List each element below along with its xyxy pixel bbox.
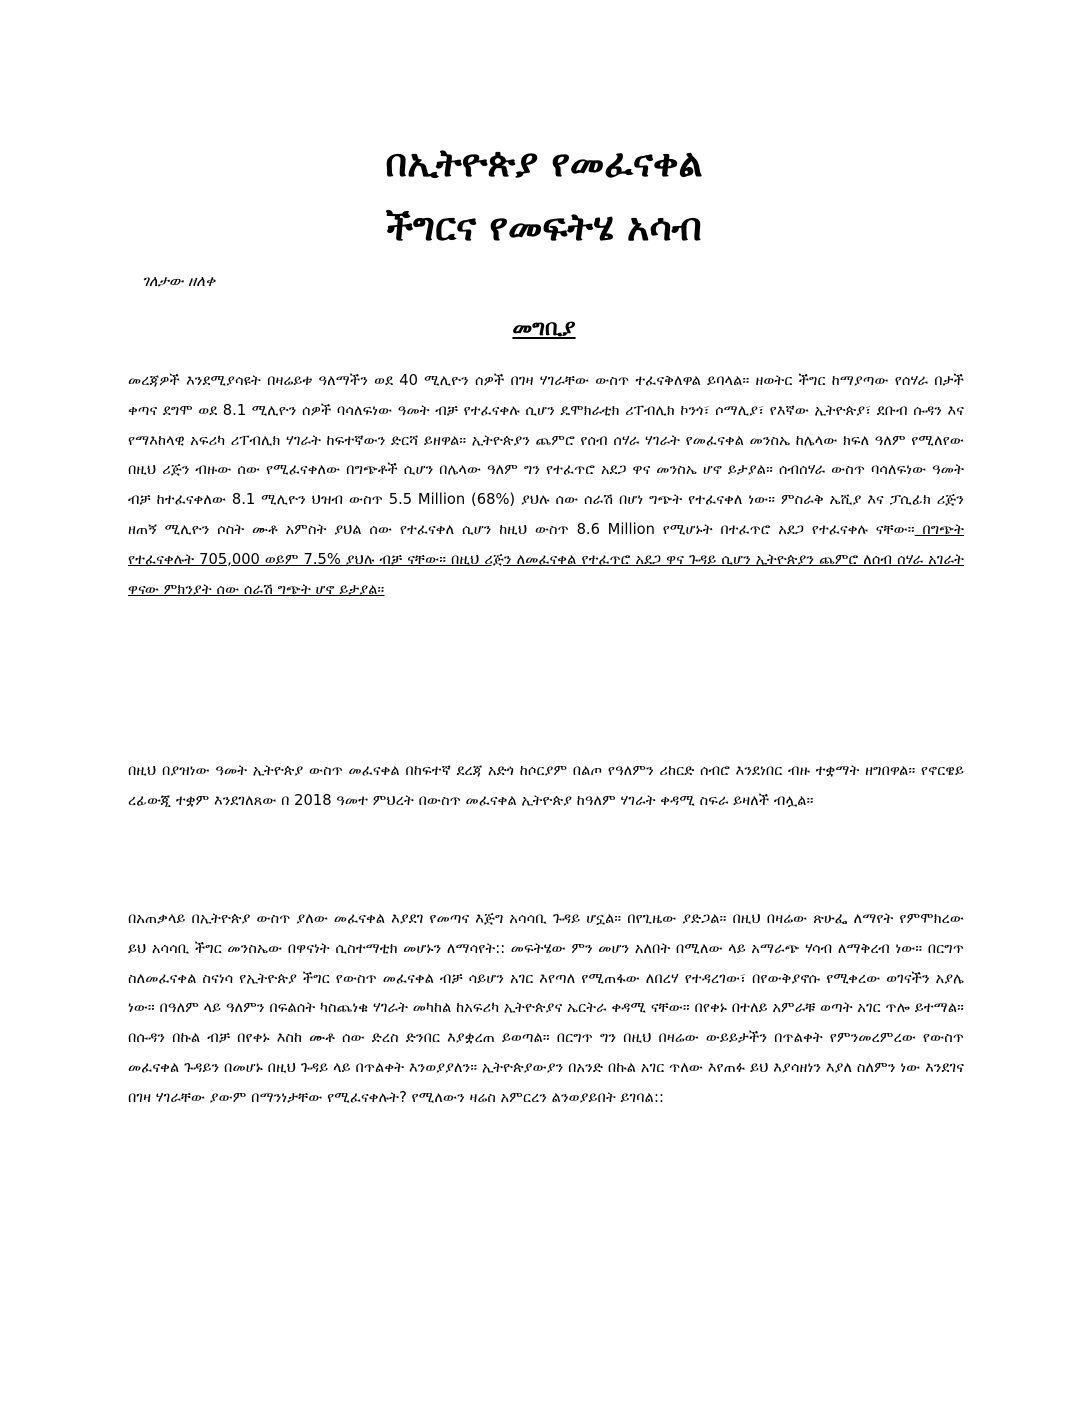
- paragraph-1: [128, 366, 964, 604]
- title-line-2: ችግርና የመፍትሄ አሳብ: [386, 205, 702, 249]
- paragraph-2: በዚህ በያዝነው ዓመት ኢትዮጵያ ውስጥ መፈናቀል በከፍተኛ ደረጃ አድጎ ከሶርያም በልጦ የዓለምን ሪከርድ ሰብሮ እንደነበር ብዙ ተቋማት ዘግበዋል። የኖርዌይ ረፊውጂ ተቋም እንደገለጸው በ 2018 ዓመተ ምህረት በውስጥ መፈናቀል ኢትዮጵያ ከዓለም ሃገራት ቀዳሚ ስፍራ ይዛለች ብሏል።: [128, 762, 964, 809]
- section-heading: መግቢያ: [512, 316, 576, 341]
- paragraph-1-underlined-text: በግጭት የተፈናቀሉት 705,000 ወይም 7.5% ያህሉ ብቻ ናቸው። በዚህ ሪጅን ለመፈናቀል የተፈጥሮ አደጋ ዋና ጉዳይ ሲሆን ኢትዮጵያን ጨምሮ ለሰብ ሰሃራ አገራት ዋናው ምክንያት ሰው ሰራሽ ግጭት ሆኖ ይታያል።: [128, 520, 964, 598]
- paragraph-1-text: መረጃዎች እንደሚያሳዩት በዛሬይቱ ዓለማችን ወደ 40 ሚሊዮን ሰዎች በገዛ ሃገራቸው ውስጥ ተፈናቅለዋል ይባላል። ዘወትር ችግር ከማያጣው የሰሃራ በታች ቀጣና ደግሞ ወደ 8.1 ሚሊዮን ሰዎች ባሳለፍነው ዓመት ብቻ የተፈናቀሉ ሲሆን ዴሞክራቲክ ሪፐብሊክ ኮንጎ፣ ሶማሊያ፣ የእኛው ኢትዮጵያ፣ ደቡብ ሱዳን እና የማእከላዊ አፍሪካ ሪፐብሊክ ሃገራት ከፍተኛውን ድርሻ ይዘዋል። ኢትዮጵያን ጨምሮ የሰብ ሰሃራ ሃገራት የመፈናቀል መንስኤ ከሌላው ክፍለ ዓለም የሚለየው በዚህ ሪጅን ብዙው ሰው የሚፈናቀለው በግጭቶች ሲሆን በሌላው ዓለም ግን የተፈጥሮ አደጋ ዋና መንስኤ ሆኖ ይታያል። ሰብሰሃራ ውስጥ ባሳለፍነው ዓመት ብቻ ከተፈናቀለው 8.1 ሚሊዮን ህዝብ ውስጥ 5.5 Million (68%) ያህሉ ሰው ሰራሽ በሆነ ግጭት የተፈናቀለ ነው። ምስራቅ ኤሺያ እና ፓሲፊክ ሪጅን ዘጠኝ ሚሊዮን ሶስት ሙቶ አምስት ያህል ሰው የተፈናቀለ ሲሆን ከዚህ ውስጥ 8.6 Million የሚሆኑት በተፈጥሮ አደጋ የተፈናቀሉ ናቸው።: [128, 372, 964, 538]
- author-name: ገለታው ዘለቀ: [142, 272, 216, 290]
- paragraph-3: በአጠቃላይ በኢትዮጵያ ውስጥ ያለው መፈናቀል እያደገ የመጣና እጅግ አሳሳቢ ጉዳይ ሆኗል። በየጊዜው ያድጋል። በዚህ በዛሬው ጽሁፌ ለማየት የምሞክረው ይህ አሳሳቢ ችግር መንስኤው በዋናነት ሲስተማቲክ መሆኑን ለማሳየት:: መፍትሄው ምን መሆን አለበት በሚለው ላይ አማራጭ ሃሳብ ለማቅረብ ነው። በርግጥ ስለመፈናቀል ስናነሳ የኢትዮጵያ ችግር የውስጥ መፈናቀል ብቻ ሳይሆን አገር እየጣለ የሚጠፋው ለበረሃ የተዳረገው፣ በየውቅያኖሱ የሚቀረው ወገናችን አያሌ ነው። በዓለም ላይ ዓለምን በፍልሰት ካስጨነቁ ሃገራት መካከል ከአፍሪካ ኢትዮጵያና ኤርትራ ቀዳሚ ናቸው። በየቀኑ በተለይ አምራቹ ወጣት አገር ጥሎ ይተማል። በሱዳን በኩል ብቻ በየቀኑ እስከ ሙቶ ሰው ድረስ ድንበር እያቋረጠ ይወጣል። በርግጥ ግን በዚህ በዛሬው ውይይታችን በጥልቀት የምንመረምረው የውስጥ መፈናቀል ጉዳይን በመሆኑ በዚህ ጉዳይ ላይ በጥልቀት እንወያያለን። ኢትዮጵያውያን በአንድ በኩል አገር ጥለው እየጠፉ ይህ እያሳዘነን እያለ ስለምን ነው እንደገና በገዛ ሃገራቸው ያውም በማንነታቸው የሚፈናቀሉት? የሚለውን ዛሬስ አምርረን ልንወያይበት ይገባል::: [128, 910, 964, 1106]
- title-line-1: በኢትዮጵያ የመፈናቀል: [385, 141, 703, 185]
